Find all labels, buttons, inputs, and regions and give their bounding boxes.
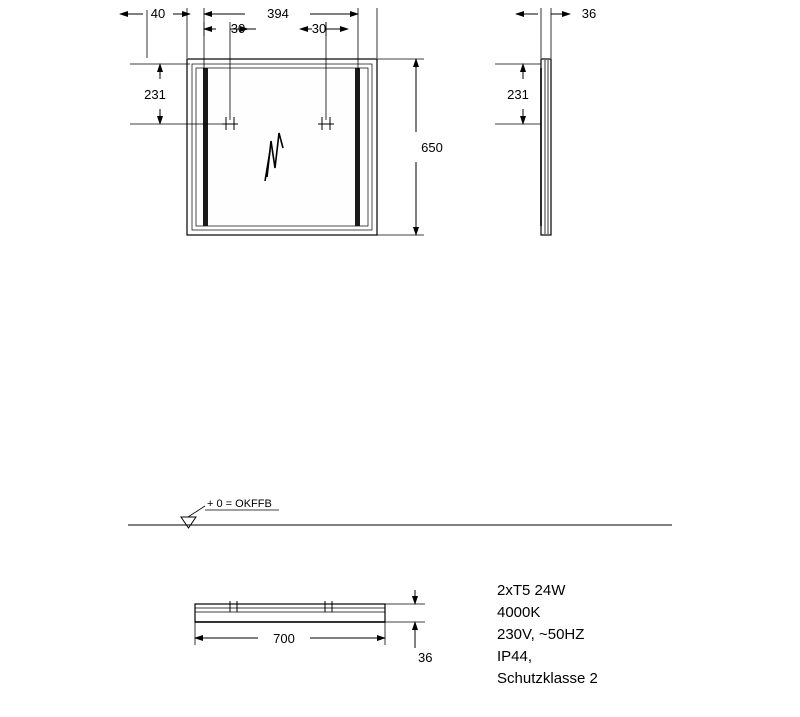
specification-block [497, 582, 598, 687]
dim-30-left [204, 21, 256, 36]
spec-line-4: IP44, [497, 648, 533, 665]
spec-line-3: 230V, ~50HZ [497, 626, 585, 643]
dim-700 [195, 622, 385, 646]
dim-231-front-label: 231 [144, 87, 166, 102]
dim-231-side-label: 231 [507, 87, 529, 102]
dim-36-side [516, 6, 596, 58]
dim-231-side [495, 64, 541, 124]
dim-40-label: 40 [150, 6, 166, 21]
dim-30-right-label: 30 [311, 21, 327, 36]
dim-36-side-label: 36 [581, 6, 597, 21]
plan-view-geometry [195, 601, 385, 622]
dim-30-left-label: 30 [230, 21, 246, 36]
spec-line-1: 2xT5 24W [497, 582, 566, 599]
okffb-datum-group [128, 498, 672, 528]
okffb-label: + 0 = OKFFB [207, 498, 272, 510]
front-view-geometry [187, 59, 377, 235]
spec-line-2: 4000K [497, 604, 541, 621]
dim-36-plan [385, 590, 432, 665]
spec-line-5: Schutzklasse 2 [497, 670, 598, 687]
side-view-geometry [541, 59, 551, 235]
dim-650-label: 650 [421, 140, 443, 155]
dim-650 [377, 59, 443, 235]
dim-40 [120, 6, 190, 21]
dim-30-right [300, 21, 348, 36]
dim-36-plan-label: 36 [418, 650, 433, 665]
dim-700-label: 700 [273, 631, 295, 646]
dim-394-label: 394 [267, 6, 289, 21]
dim-394 [204, 6, 358, 21]
